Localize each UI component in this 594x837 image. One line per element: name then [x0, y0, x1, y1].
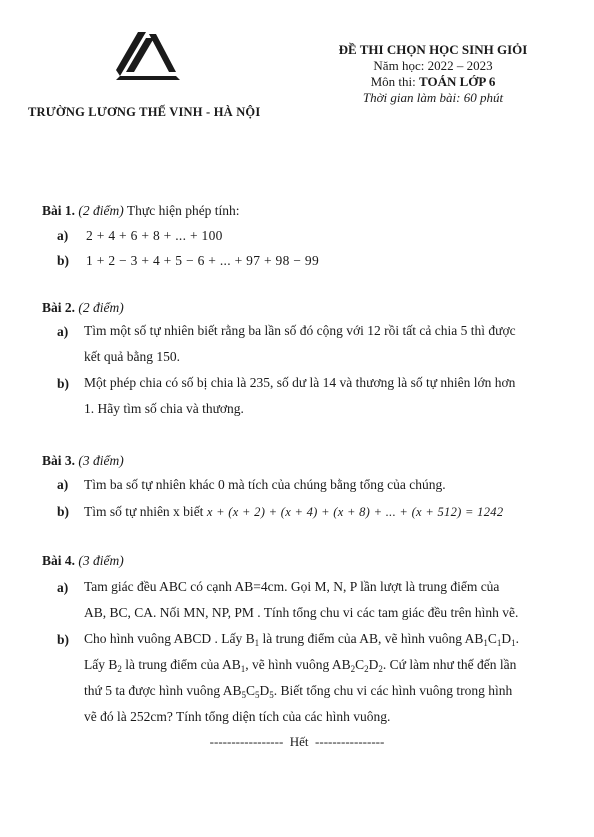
- bai1-a-expression: 2 + 4 + 6 + 8 + ... + 100: [86, 228, 223, 243]
- bai1-instruction: Thực hiện phép tính:: [126, 203, 240, 218]
- bai4-b-line4: vẽ đó là 252cm? Tính tổng diện tích của các hình vuông.: [84, 709, 391, 724]
- bai2-b-line2: 1. Hãy tìm số chia và thương.: [84, 401, 244, 416]
- bai3-title: Bài 3.: [42, 453, 76, 468]
- bai4-b-text: [84, 626, 519, 730]
- bai1-heading: [42, 203, 240, 219]
- bai4-b-line2: Lấy $B_2$ là trung điểm của $AB_1$, vẽ hình vuông $AB_2C_2D_2$. Cứ làm như thế đến lần: [84, 657, 517, 674]
- bai2-b-line1: Một phép chia có số bị chia là 235, số dư là 14 và thương là số tự nhiên lớn hơn: [84, 375, 516, 390]
- school-name: TRƯỜNG LƯƠNG THẾ VINH - HÀ NỘI: [28, 105, 261, 119]
- bai4-b-line1: Cho hình vuông ABCD . Lấy $B_1$ là trung điểm của AB, vẽ hình vuông $AB_1C_1D_1$.: [84, 631, 520, 648]
- bai4-a-label: a): [57, 580, 69, 595]
- bai1-points: (2 điểm): [78, 203, 124, 218]
- bai4-a-line2: AB, BC, CA. Nối MN, NP, PM . Tính tổng chu vi các tam giác đều trên hình vẽ.: [84, 605, 519, 620]
- bai2-a-line2: kết quả bằng 150.: [84, 349, 180, 364]
- bai3-b-text: [84, 504, 503, 520]
- bai2-points: (2 điểm): [78, 300, 124, 315]
- bai3-a-label: a): [57, 477, 69, 492]
- bai3-a-text: Tìm ba số tự nhiên khác 0 mà tích của chúng bằng tổng của chúng.: [84, 477, 446, 492]
- exam-duration: Thời gian làm bài: 60 phút: [362, 90, 504, 105]
- bai1-title: Bài 1.: [42, 203, 76, 218]
- school-logo-triangle-icon: [116, 32, 180, 80]
- exam-title: ĐỀ THI CHỌN HỌC SINH GIỎI: [338, 42, 528, 57]
- bai1-a-label: a): [57, 228, 69, 243]
- bai4-heading: [42, 553, 124, 569]
- subject-prefix: Môn thi:: [370, 74, 420, 89]
- bai3-points: (3 điểm): [78, 453, 124, 468]
- bai2-b-text: [84, 370, 515, 422]
- subject-line: [318, 74, 548, 90]
- end-marker: ----------------- Hết ----------------: [209, 734, 385, 749]
- bai2-b-label: b): [57, 376, 70, 391]
- bai1-b-label: b): [57, 253, 70, 268]
- bai3-b-label: b): [57, 504, 70, 519]
- bai4-b-label: b): [57, 632, 70, 647]
- exam-header: [318, 42, 548, 106]
- bai2-a-line1: Tìm một số tự nhiên biết rằng ba lần số đó cộng với 12 rồi tất cả chia 5 thì được: [84, 323, 516, 338]
- bai4-a-text: [84, 574, 518, 626]
- bai1-b-expression: 1 + 2 − 3 + 4 + 5 − 6 + ... + 97 + 98 − 99: [86, 253, 319, 268]
- bai4-a-line1: Tam giác đều ABC có cạnh AB=4cm. Gọi M, N, P lần lượt là trung điểm của: [84, 579, 500, 594]
- bai3-b-equation: x + (x + 2) + (x + 4) + (x + 8) + ... + (x + 512) = 1242: [206, 505, 504, 519]
- bai4-points: (3 điểm): [78, 553, 124, 568]
- bai2-title: Bài 2.: [42, 300, 76, 315]
- subject-name: TOÁN LỚP 6: [419, 74, 496, 89]
- bai4-title: Bài 4.: [42, 553, 76, 568]
- bai3-heading: [42, 453, 124, 469]
- bai2-a-label: a): [57, 324, 69, 339]
- bai2-a-text: [84, 318, 516, 370]
- bai3-b-prefix: Tìm số tự nhiên x biết: [84, 504, 207, 519]
- school-year: Năm học: 2022 – 2023: [373, 58, 493, 73]
- bai4-b-line3: thứ 5 ta được hình vuông $AB_5C_5D_5$. Biết tổng chu vi các hình vuông trong hình: [84, 683, 513, 700]
- bai2-heading: [42, 300, 124, 316]
